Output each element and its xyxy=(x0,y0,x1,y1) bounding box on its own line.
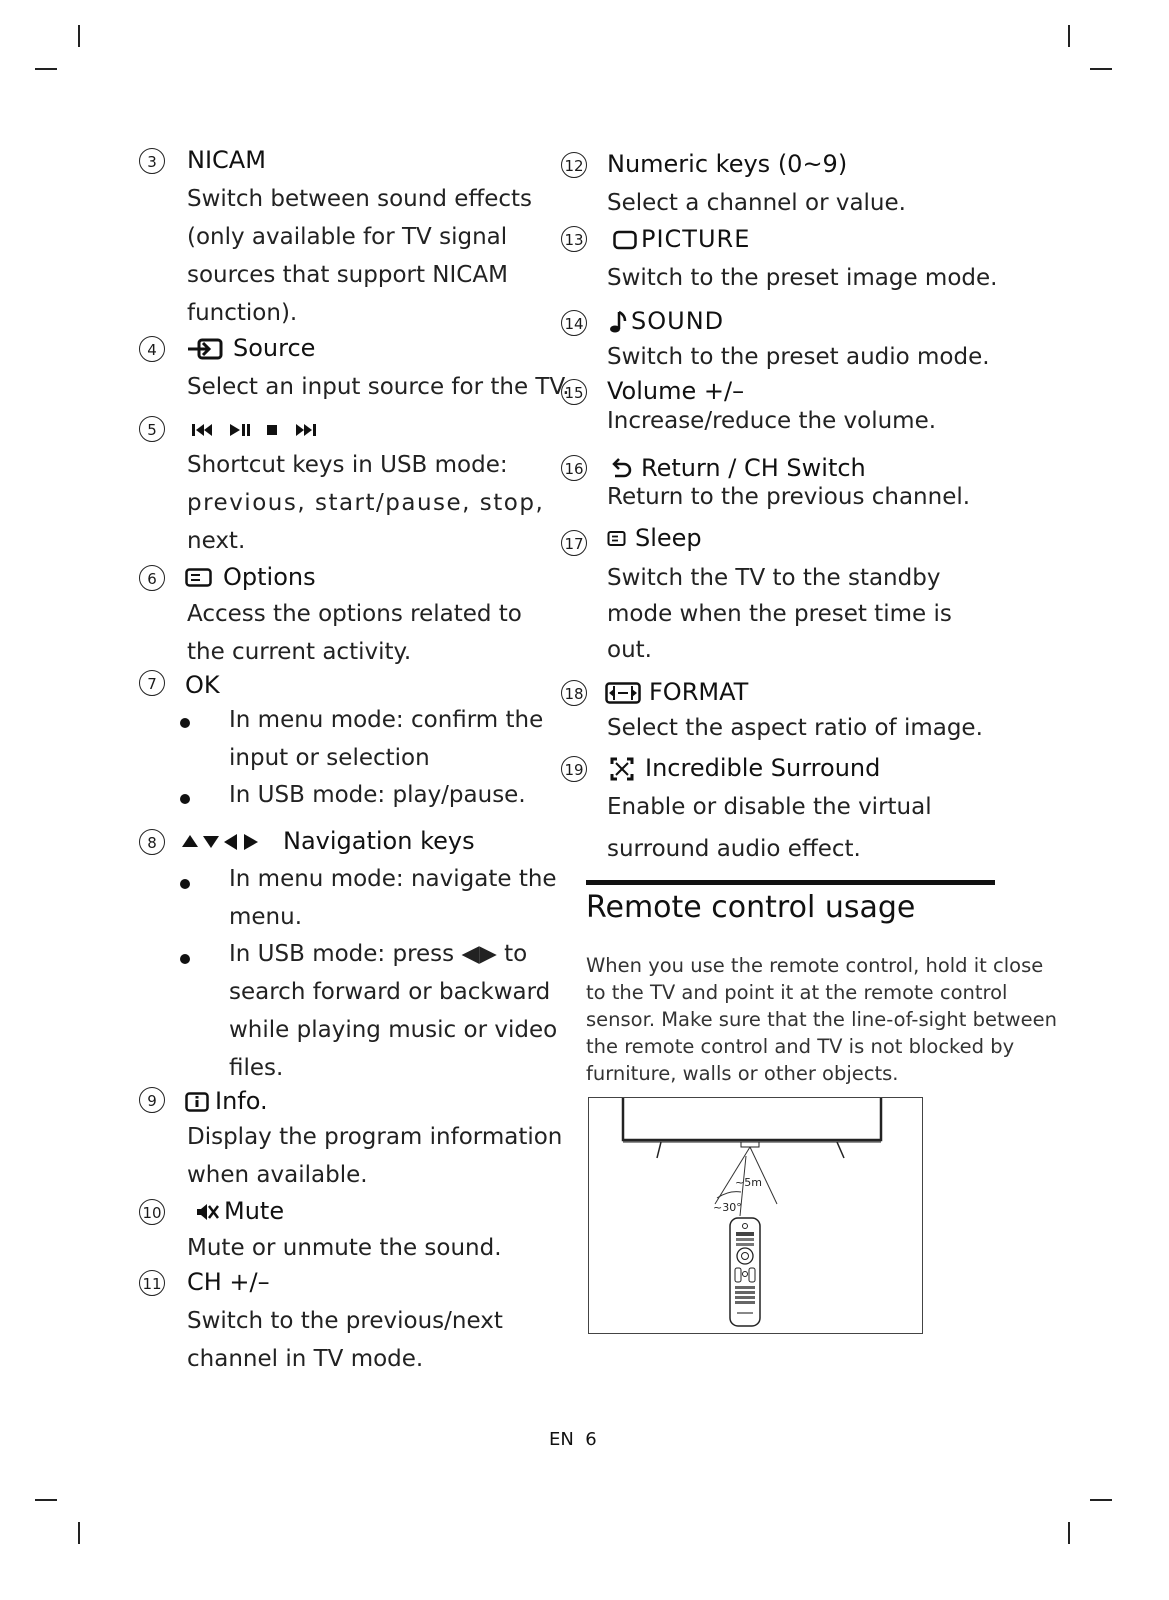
item-description: Mute or unmute the sound. xyxy=(187,1235,502,1261)
item-title: Options xyxy=(185,563,316,591)
item-title: Volume +/– xyxy=(607,377,745,405)
item-title: Return / CH Switch xyxy=(609,454,866,482)
item-title xyxy=(192,418,322,446)
item-number: 15 xyxy=(561,379,587,405)
item-number: 7 xyxy=(139,670,165,696)
item-description: Enable or disable the virtual surround audio effect. xyxy=(607,794,932,862)
item-number: 17 xyxy=(561,530,587,556)
item-number: 3 xyxy=(139,148,165,174)
item-title: Source xyxy=(187,334,315,362)
crop-mark xyxy=(1090,1499,1112,1501)
crop-mark xyxy=(78,25,80,47)
bullet-dot xyxy=(180,794,190,804)
item-number: 4 xyxy=(139,336,165,362)
section-heading: Remote control usage xyxy=(586,890,916,925)
item-number: 12 xyxy=(561,152,587,178)
footer-language: EN xyxy=(549,1429,574,1450)
item-title: Mute xyxy=(196,1197,284,1225)
navigation-arrows-icon xyxy=(181,832,261,852)
bullet-text: In menu mode: navigate the menu. xyxy=(229,866,557,930)
item-number: 6 xyxy=(139,565,165,591)
item-description: Switch the TV to the standby mode when the preset time is out. xyxy=(607,565,952,663)
item-description: Select a channel or value. xyxy=(607,190,906,216)
item-description: Switch to the preset audio mode. xyxy=(607,344,990,370)
item-description: Switch to the previous/next channel in TV mode. xyxy=(187,1308,503,1372)
surround-icon xyxy=(609,756,635,782)
item-number: 5 xyxy=(139,416,165,442)
bullet-dot xyxy=(180,718,190,728)
tv-remote-diagram xyxy=(589,1098,921,1332)
item-title: FORMAT xyxy=(605,678,748,706)
item-title: Incredible Surround xyxy=(609,754,880,782)
item-title: PICTURE xyxy=(613,225,750,253)
page-footer xyxy=(549,1429,597,1450)
section-rule xyxy=(586,880,995,885)
item-number: 19 xyxy=(561,756,587,782)
crop-mark xyxy=(1090,68,1112,70)
bullet-text: In menu mode: confirm the input or selection xyxy=(229,707,544,771)
options-icon xyxy=(185,568,213,588)
mute-icon xyxy=(196,1202,220,1222)
item-description: Display the program information when available. xyxy=(187,1124,563,1188)
page-number: 6 xyxy=(585,1429,597,1450)
item-title: OK xyxy=(185,671,220,699)
item-title: NICAM xyxy=(187,146,266,174)
bullet-text: In USB mode: play/pause. xyxy=(229,782,526,808)
bullet-text: In USB mode: press ◀▶ to search forward or backward while playing music or video files. xyxy=(229,941,558,1081)
item-number: 8 xyxy=(139,829,165,855)
crop-mark xyxy=(35,68,57,70)
item-title: Numeric keys (0~9) xyxy=(607,150,848,178)
distance-label: ~5m xyxy=(735,1176,762,1189)
crop-mark xyxy=(35,1499,57,1501)
remote-usage-illustration xyxy=(588,1097,923,1334)
item-number: 16 xyxy=(561,455,587,481)
crop-mark xyxy=(1068,1522,1070,1544)
bullet-dot xyxy=(180,954,190,964)
item-description: Switch between sound effects (only available for TV signal sources that support NICAM function). xyxy=(187,186,533,326)
item-description: Shortcut keys in USB mode: previous, start/pause, stop, next. xyxy=(187,452,545,554)
angle-label: ~30° xyxy=(713,1201,742,1214)
format-icon xyxy=(605,682,641,704)
crop-mark xyxy=(78,1522,80,1544)
item-description: Access the options related to the current activity. xyxy=(187,601,522,665)
item-title: Navigation keys xyxy=(181,827,475,855)
item-title: SOUND xyxy=(609,307,724,335)
item-number: 14 xyxy=(561,310,587,336)
item-number: 10 xyxy=(139,1199,165,1225)
crop-mark xyxy=(1068,25,1070,47)
item-description: Select the aspect ratio of image. xyxy=(607,715,983,741)
usb-playback-icons xyxy=(192,420,322,440)
source-icon xyxy=(187,338,223,360)
item-number: 9 xyxy=(139,1087,165,1113)
item-title: CH +/– xyxy=(187,1268,270,1296)
item-description: Switch to the preset image mode. xyxy=(607,265,998,291)
item-number: 18 xyxy=(561,680,587,706)
sleep-icon xyxy=(607,530,627,548)
item-description: Return to the previous channel. xyxy=(607,484,971,510)
bullet-dot xyxy=(180,879,190,889)
item-description: Select an input source for the TV. xyxy=(187,374,570,400)
item-title: Sleep xyxy=(607,524,702,552)
return-icon xyxy=(609,458,633,480)
item-description: Increase/reduce the volume. xyxy=(607,408,937,434)
item-title: Info. xyxy=(185,1087,268,1115)
info-icon xyxy=(185,1092,209,1112)
section-paragraph: When you use the remote control, hold it close to the TV and point it at the remote control sensor. Make sure that the line-of-sight between the remote control and TV is not blocked by furniture, walls or other objects. xyxy=(586,954,1057,1085)
item-number: 13 xyxy=(561,226,587,252)
item-number: 11 xyxy=(139,1270,165,1296)
picture-icon xyxy=(613,230,637,250)
music-note-icon xyxy=(609,310,627,334)
